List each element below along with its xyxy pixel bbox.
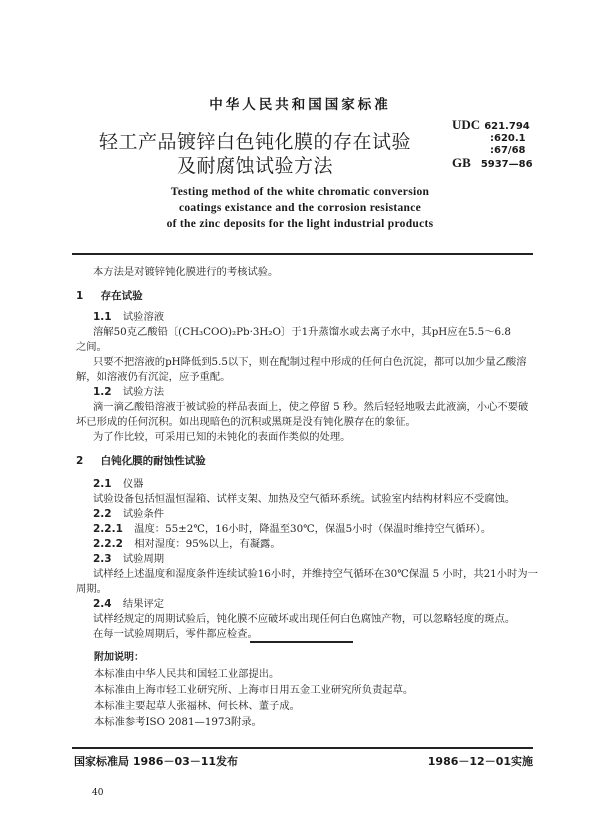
note-item: 本标准由中华人民共和国轻工业部提出。 (94, 668, 280, 680)
section-1-number: 1 (76, 290, 84, 302)
s2-4-p1: 试样经规定的周期试验后，钝化膜不应破坏或出现任何白色腐蚀产物，可以忽略轻度的斑点。 (93, 613, 516, 625)
section-2-heading (76, 454, 206, 468)
section-2-3-number: 2.3 (93, 553, 112, 565)
s2-4-p2: 在每一试验周期后，零件都应检查。 (93, 628, 258, 640)
s1-2-p1-line1: 滴一滴乙酸铅溶液于被试验的样品表面上，使之停留 5 秒。然后轻轻地吸去此液滴，小心不要破 (93, 401, 529, 413)
section-2-2-2-text: 相对湿度：95%以上，有凝露。 (134, 538, 281, 550)
issued-date: 国家标准局 1986－03－11发布 (74, 755, 239, 768)
intro-paragraph: 本方法是对镀锌钝化膜进行的考核试验。 (93, 266, 279, 278)
notes-divider (250, 641, 353, 643)
udc-code-3: :67/68 (490, 145, 526, 156)
section-1-heading (76, 289, 143, 303)
page-number: 40 (92, 788, 104, 798)
section-2-2-2 (93, 537, 281, 551)
title-en-line3: of the zinc deposits for the light industrial products (166, 218, 434, 230)
section-1-2-number: 1.2 (93, 386, 112, 398)
section-1-2-heading (93, 385, 164, 399)
section-1-title: 存在试验 (100, 290, 143, 302)
section-2-3-heading (93, 552, 164, 566)
s1-1-p1-line2: 之间。 (76, 341, 107, 353)
section-2-4-heading (93, 597, 164, 611)
section-1-2-title: 试验方法 (122, 386, 165, 398)
notes-title: 附加说明： (94, 652, 144, 663)
note-item: 本标准主要起草人张福林、何长林、董子成。 (94, 700, 300, 712)
section-1-1-number: 1.1 (93, 311, 112, 323)
section-2-2-1 (93, 522, 491, 536)
section-2-number: 2 (76, 455, 84, 467)
section-1-1-heading (93, 310, 164, 324)
s2-3-p1-line1: 试样经上述温度和湿度条件连续试验16小时，并维持空气循环在30℃保温 5 小时，共21小时为一 (93, 568, 538, 580)
section-2-1-title: 仪器 (122, 478, 144, 490)
udc-block (452, 119, 533, 171)
effective-date: 1986－12－01实施 (427, 755, 533, 768)
s1-1-p2-line2: 解，如溶液仍有沉淀，应予重配。 (76, 371, 231, 383)
section-2-title: 白钝化膜的耐蚀性试验 (100, 455, 206, 467)
title-en-line2: coatings existance and the corrosion resistance (178, 202, 422, 214)
section-2-2-heading (93, 507, 164, 521)
section-2-4-title: 结果评定 (122, 598, 165, 610)
note-item: 本标准由上海市轻工业研究所、上海市日用五金工业研究所负责起草。 (94, 684, 414, 696)
section-2-2-2-number: 2.2.2 (93, 538, 123, 550)
s2-3-p1-line2: 周期。 (76, 583, 107, 595)
title-en (0, 184, 600, 232)
s1-1-p2-line1: 只要不把溶液的pH降低到5.5以下，则在配制过程中形成的任何白色沉淀，都可以加少量乙酸溶 (93, 356, 527, 368)
udc-label: UDC (452, 117, 481, 132)
s2-1-p1: 试验设备包括恒温恒湿箱、试样支架、加热及空气循环系统。试验室内结构材料应不受腐蚀。 (93, 493, 516, 505)
udc-code-1: 621.794 (484, 121, 530, 132)
s1-2-p1-line2: 坏已形成的任何沉积。如出现暗色的沉积或黑斑是没有钝化膜存在的象征。 (76, 416, 416, 428)
footer-rule (72, 747, 533, 749)
section-2-1-heading (93, 477, 143, 491)
gb-label: GB (452, 155, 471, 170)
title-cn-line2: 及耐腐蚀试验方法 (176, 155, 333, 177)
gb-code: 5937—86 (480, 159, 533, 170)
title-en-line1: Testing method of the white chromatic conversion (170, 186, 430, 198)
title-cn-line1: 轻工产品镀锌白色钝化膜的存在试验 (98, 131, 411, 153)
s1-1-p1-line1: 溶解50克乙酸铅〔(CH₃COO)₂Pb·3H₂O〕于1升蒸馏水或去离子水中，其pH应在5.5～6.8 (93, 326, 511, 338)
section-2-4-number: 2.4 (93, 598, 112, 610)
header-rule (72, 253, 533, 255)
section-2-2-1-text: 温度：55±2℃，16小时，降温至30℃，保温5小时（保温时维持空气循环）。 (134, 523, 492, 535)
s1-2-p2: 为了作比较，可采用已知的未钝化的表面作类似的处理。 (93, 431, 351, 443)
section-2-2-number: 2.2 (93, 508, 112, 520)
section-2-2-1-number: 2.2.1 (93, 523, 123, 535)
standard-type-header: 中华人民共和国国家标准 (209, 97, 391, 113)
note-item: 本标准参考ISO 2081—1973附录。 (94, 716, 262, 728)
section-2-3-title: 试验周期 (122, 553, 165, 565)
udc-code-2: :620.1 (490, 133, 526, 144)
section-2-2-title: 试验条件 (122, 508, 165, 520)
section-2-1-number: 2.1 (93, 478, 112, 490)
section-1-1-title: 试验溶液 (122, 311, 165, 323)
